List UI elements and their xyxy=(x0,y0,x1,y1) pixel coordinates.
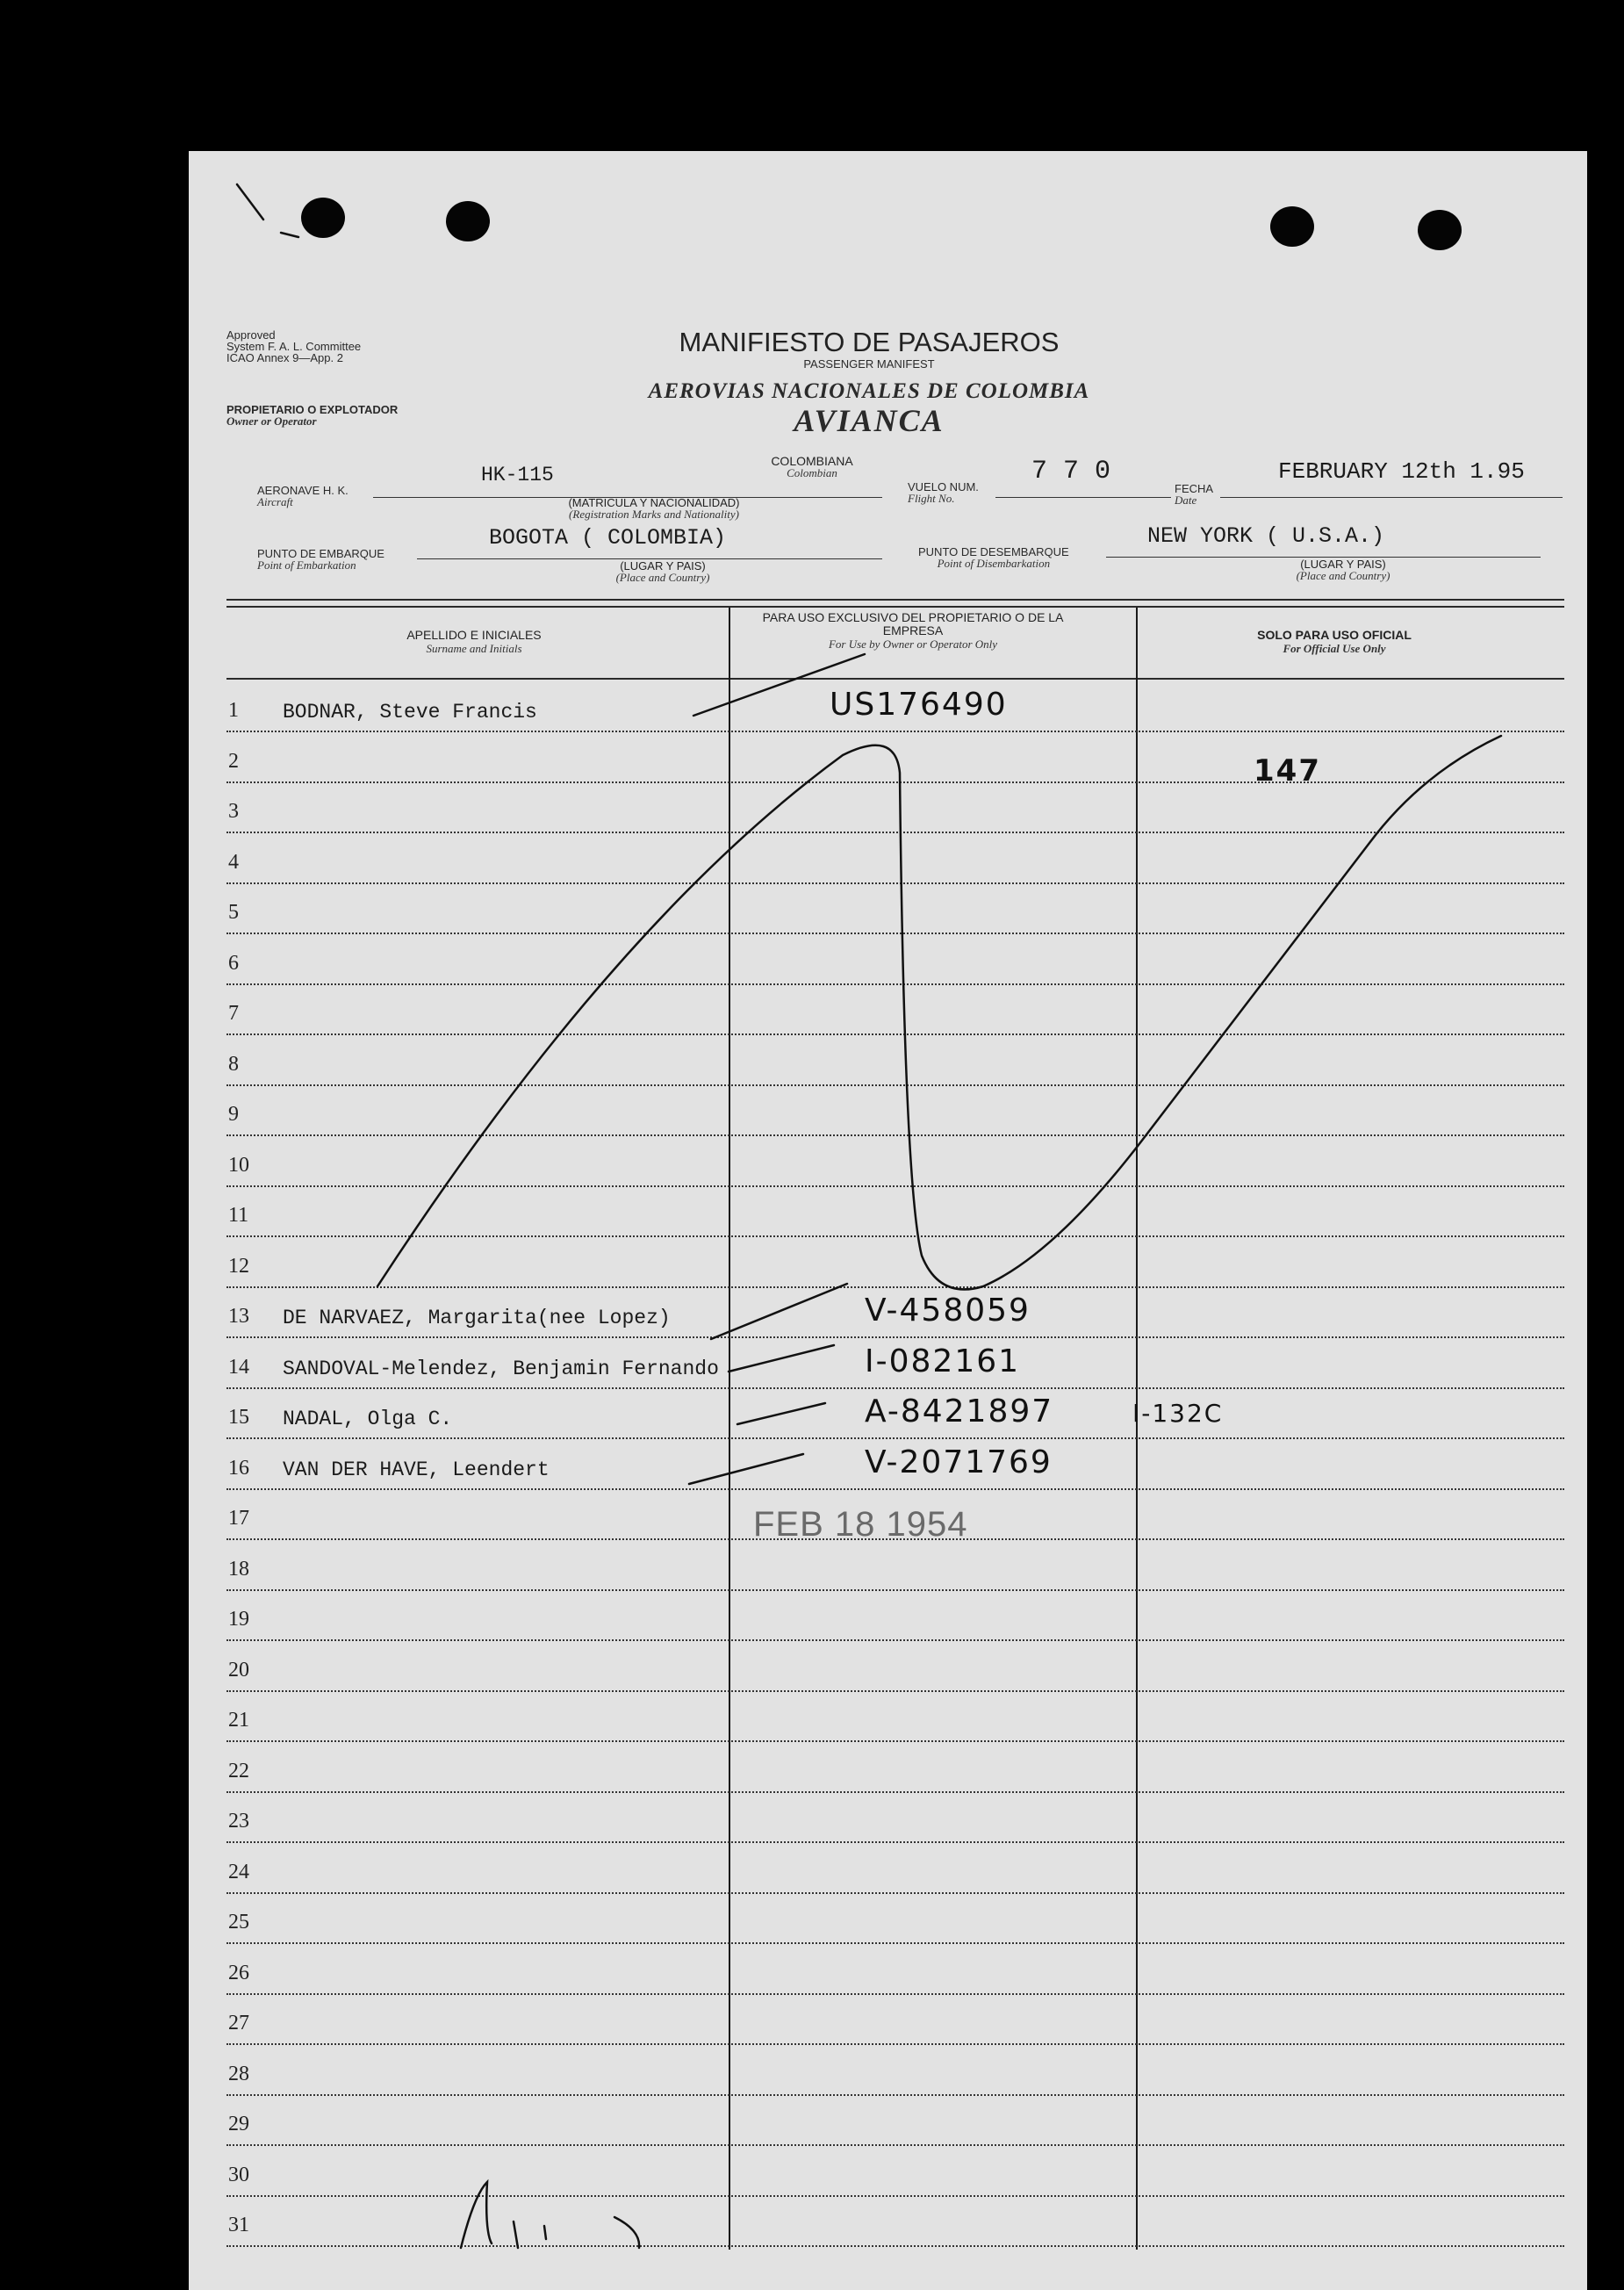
embark-place-label: (LUGAR Y PAIS) (Place and Country) xyxy=(615,559,710,584)
row-number: 19 xyxy=(228,1608,249,1631)
date-value: FEBRUARY 12th 1.95 xyxy=(1278,458,1525,485)
received-stamp: FEB 18 1954 xyxy=(753,1505,968,1544)
flight-label: VUELO NUM. Flight No. xyxy=(908,480,979,505)
row-number: 11 xyxy=(228,1204,249,1227)
col-header-operator: PARA USO EXCLUSIVO DEL PROPIETARIO O DE LA EMPRESA For Use by Owner or Operator Only xyxy=(762,610,1064,651)
row-number: 29 xyxy=(228,2113,249,2135)
row-number: 23 xyxy=(228,1810,249,1833)
row-number: 28 xyxy=(228,2062,249,2085)
official-note: 147 xyxy=(1254,753,1321,789)
row-number: 2 xyxy=(228,749,239,773)
disembark-label: PUNTO DE DESEMBARQUE Point of Disembarkation xyxy=(918,545,1069,570)
col-header-official: SOLO PARA USO OFICIAL For Official Use Only xyxy=(1257,628,1412,655)
passenger-name: NADAL, Olga C. xyxy=(283,1408,453,1430)
row-number: 12 xyxy=(228,1254,249,1278)
row-number: 15 xyxy=(228,1406,249,1429)
row-number: 30 xyxy=(228,2163,249,2186)
row-number: 25 xyxy=(228,1911,249,1934)
brand-name: AVIANCA xyxy=(794,403,945,438)
row-number: 13 xyxy=(228,1305,249,1328)
row-number: 22 xyxy=(228,1759,249,1782)
row-number: 5 xyxy=(228,901,239,924)
row-number: 1 xyxy=(228,699,239,722)
row-number: 6 xyxy=(228,951,239,975)
row-number: 20 xyxy=(228,1658,249,1681)
row-number: 18 xyxy=(228,1557,249,1581)
embark-label: PUNTO DE EMBARQUE Point of Embarkation xyxy=(257,547,384,572)
row-number: 3 xyxy=(228,800,239,823)
embark-value: BOGOTA ( COLOMBIA) xyxy=(489,525,727,551)
passenger-name: DE NARVAEZ, Margarita(nee Lopez) xyxy=(283,1307,671,1329)
row-number: 16 xyxy=(228,1456,249,1480)
date-label: FECHA Date xyxy=(1175,482,1214,507)
flight-value: 7 7 0 xyxy=(1031,457,1111,486)
row-number: 21 xyxy=(228,1709,249,1732)
row-number: 26 xyxy=(228,1961,249,1984)
row-number: 14 xyxy=(228,1355,249,1379)
row-number: 10 xyxy=(228,1153,249,1177)
passenger-name: SANDOVAL-Melendez, Benjamin Fernando xyxy=(283,1357,719,1380)
registration-label: (MATRICULA Y NACIONALIDAD) (Registration Marks and Nationality) xyxy=(568,496,740,521)
row-number: 27 xyxy=(228,2012,249,2034)
airline-name: AEROVIAS NACIONALES DE COLOMBIA xyxy=(648,379,1090,403)
owner-label: PROPIETARIO O EXPLOTADOR Owner or Operator xyxy=(226,403,399,428)
approval-line: Approved xyxy=(226,328,276,342)
document-number: US176490 xyxy=(830,687,1008,723)
disembark-value: NEW YORK ( U.S.A.) xyxy=(1147,523,1385,549)
row-number: 31 xyxy=(228,2214,249,2236)
official-note: I-132C xyxy=(1132,1399,1224,1428)
aircraft-value: HK-115 xyxy=(481,464,554,486)
document-number: I-082161 xyxy=(865,1343,1021,1379)
document-number: V-458059 xyxy=(865,1293,1031,1329)
passenger-name: BODNAR, Steve Francis xyxy=(283,701,537,724)
row-number: 24 xyxy=(228,1860,249,1883)
colombiana-label: COLOMBIANA Colombian xyxy=(771,454,853,479)
row-number: 8 xyxy=(228,1052,239,1076)
row-number: 17 xyxy=(228,1507,249,1530)
aircraft-label: AERONAVE H. K. Aircraft xyxy=(257,484,349,508)
approval-line: ICAO Annex 9—App. 2 xyxy=(226,351,343,364)
passenger-name: VAN DER HAVE, Leendert xyxy=(283,1458,550,1481)
form-subtitle: PASSENGER MANIFEST xyxy=(803,357,935,371)
row-number: 9 xyxy=(228,1103,239,1126)
disembark-place-label: (LUGAR Y PAIS) (Place and Country) xyxy=(1296,558,1390,582)
document-number: V-2071769 xyxy=(865,1444,1053,1480)
approval-line: System F. A. L. Committee xyxy=(226,340,362,353)
document-number: A-8421897 xyxy=(865,1393,1054,1429)
row-number: 7 xyxy=(228,1002,239,1025)
row-number: 4 xyxy=(228,850,239,874)
form-title: MANIFIESTO DE PASAJEROS xyxy=(679,327,1060,357)
col-header-name: APELLIDO E INICIALES Surname and Initials xyxy=(406,628,542,655)
